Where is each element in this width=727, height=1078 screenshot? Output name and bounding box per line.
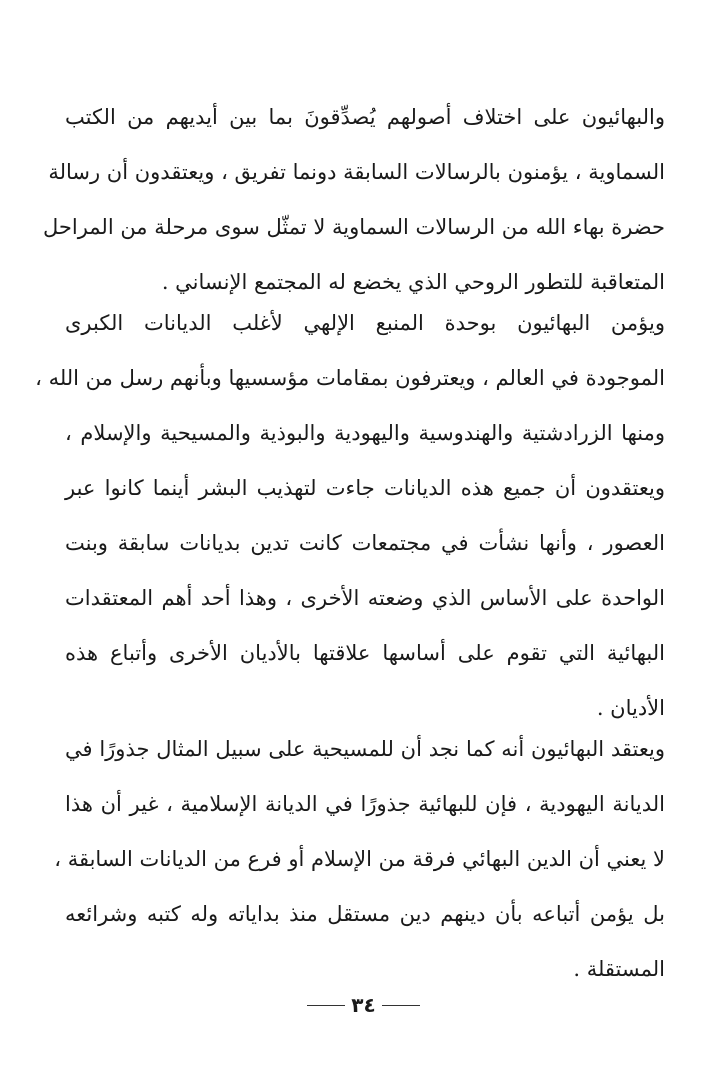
paragraph-line: الواحدة على الأساس الذي وضعته الأخرى ، وهذا أحد أهم المعتقدات: [65, 586, 665, 610]
footer-rule-left: [307, 1005, 345, 1006]
paragraph-line: لا يعني أن الدين البهائي فرقة من الإسلام أو فرع من الديانات السابقة ،: [54, 847, 665, 871]
paragraph-line: ويعتقدون أن جميع هذه الديانات جاءت لتهذيب البشر أينما كانوا عبر: [65, 476, 665, 500]
paragraph-line: المتعاقبة للتطور الروحي الذي يخضع له المجتمع الإنساني .: [161, 270, 665, 294]
paragraph-3: [54, 722, 666, 997]
paragraph-line: الأديان .: [596, 696, 665, 720]
paragraph-line: البهائية التي تقوم على أساسها علاقتها بالأديان الأخرى وأتباع هذه: [65, 641, 665, 665]
paragraph-line: السماوية ، يؤمنون بالرسالات السابقة دونما تفريق ، ويعتقدون أن رسالة: [48, 160, 665, 184]
paragraph-1: [42, 90, 665, 310]
footer-rule-right: [382, 1005, 420, 1006]
page-footer: [0, 985, 727, 1025]
paragraph-2: [35, 296, 665, 736]
paragraph-line: الديانة اليهودية ، فإن للبهائية جذورًا في الديانة الإسلامية ، غير أن هذا: [65, 792, 665, 816]
paragraph-line: الموجودة في العالم ، ويعترفون بمقامات مؤسسيها وبأنهم رسل من الله ،: [35, 366, 665, 390]
paragraph-line: ومنها الزرادشتية والهندوسية واليهودية والبوذية والمسيحية والإسلام ،: [65, 421, 665, 445]
paragraph-line: بل يؤمن أتباعه بأن دينهم دين مستقل منذ بداياته وله كتبه وشرائعه: [65, 902, 666, 926]
paragraph-line: حضرة بهاء الله من الرسالات السماوية لا تمثّل سوى مرحلة من المراحل: [42, 215, 665, 239]
page-number: ٣٤: [351, 993, 376, 1017]
paragraph-line: المستقلة .: [573, 957, 665, 981]
paragraph-line: ويعتقد البهائيون أنه كما نجد أن للمسيحية على سبيل المثال جذورًا في: [65, 737, 665, 761]
paragraph-line: ويؤمن البهائيون بوحدة المنبع الإلهي لأغلب الديانات الكبرى: [65, 311, 665, 335]
paragraph-line: والبهائيون على اختلاف أصولهم يُصدِّقونَ بما بين أيديهم من الكتب: [65, 105, 665, 129]
paragraph-line: العصور ، وأنها نشأت في مجتمعات كانت تدين بديانات سابقة وبنت: [65, 531, 665, 555]
